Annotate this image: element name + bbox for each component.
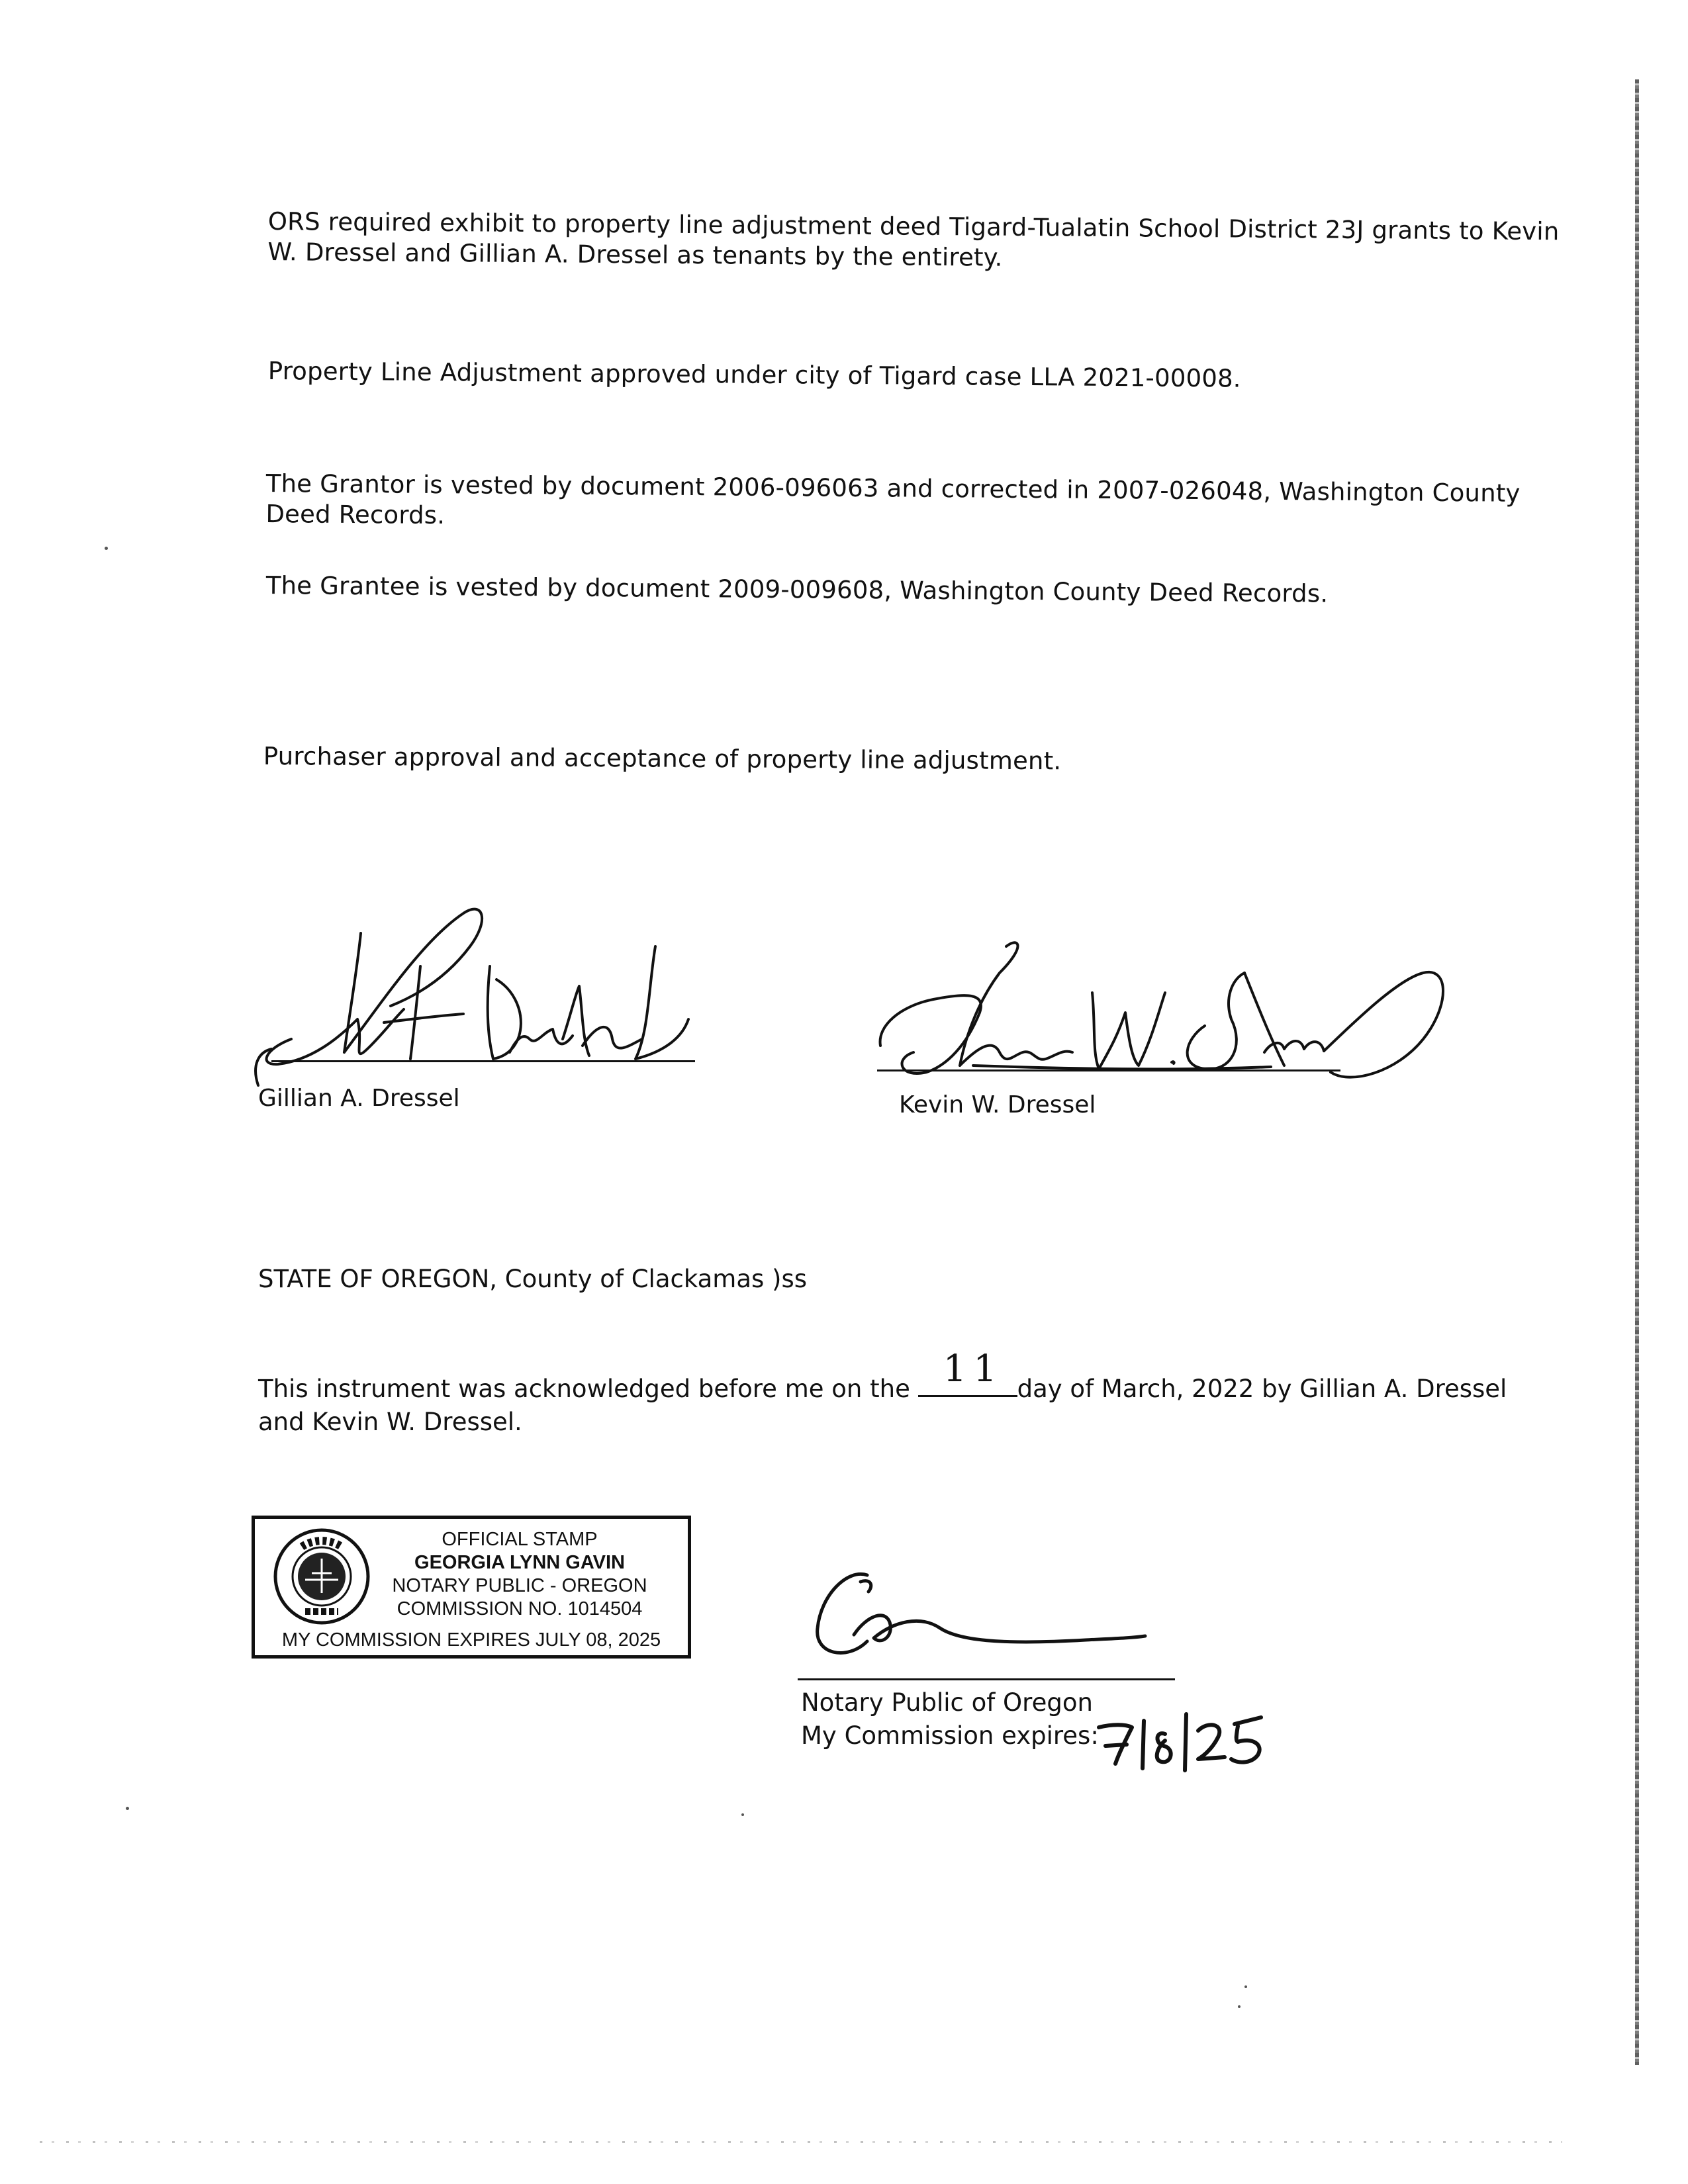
day-blank <box>918 1347 1017 1397</box>
stamp-title: OFFICIAL STAMP <box>442 1529 598 1550</box>
stamp-notary-name: GEORGIA LYNN GAVIN <box>414 1552 625 1573</box>
left-signer-name: Gillian A. Dressel <box>258 1085 460 1112</box>
venue-line: STATE OF OREGON, County of Clackamas )ss <box>258 1265 808 1293</box>
stamp-text-block <box>367 1528 672 1621</box>
scan-edge-artifact <box>1635 79 1639 2065</box>
scan-speck <box>741 1813 744 1816</box>
grantor-paragraph <box>265 469 1521 539</box>
kevin-signature <box>874 933 1456 1105</box>
scan-speck <box>1238 2005 1241 2008</box>
scan-speck <box>1244 1985 1247 1988</box>
oregon-seal-icon <box>272 1527 371 1626</box>
notary-signature <box>808 1562 1152 1681</box>
handwritten-day: 11 <box>943 1347 1004 1390</box>
scan-speck <box>126 1807 129 1810</box>
right-signer-name: Kevin W. Dressel <box>899 1091 1096 1118</box>
handwritten-expiration-date <box>1092 1694 1291 1774</box>
right-signature-line <box>877 1069 1340 1071</box>
grantor-line-2: Deed Records. <box>265 499 445 530</box>
acknowledgment-line-2: and Kevin W. Dressel. <box>258 1408 522 1436</box>
exhibit-line-2: W. Dressel and Gillian A. Dressel as tenants by the entirety. <box>267 237 1003 272</box>
notary-signature-line <box>798 1678 1175 1680</box>
stamp-commission-number: COMMISSION NO. 1014504 <box>397 1598 643 1619</box>
left-signature-line <box>271 1060 695 1062</box>
acknowledgment-before: This instrument was acknowledged before me on the <box>258 1375 918 1403</box>
notary-stamp <box>252 1516 691 1659</box>
lla-paragraph: Property Line Adjustment approved under city of Tigard case LLA 2021-00008. <box>267 356 1241 393</box>
acknowledgment-after: day of March, 2022 by Gillian A. Dressel <box>1017 1375 1507 1403</box>
exhibit-paragraph <box>267 206 1559 277</box>
notary-title: Notary Public of Oregon <box>801 1688 1093 1717</box>
purchaser-approval-paragraph: Purchaser approval and acceptance of property line adjustment. <box>263 742 1062 776</box>
grantor-line-1: The Grantor is vested by document 2006-096063 and corrected in 2007-026048, Washington County <box>265 469 1521 508</box>
acknowledgment-paragraph <box>258 1347 1507 1439</box>
gillian-signature <box>252 887 728 1099</box>
stamp-expiration: MY COMMISSION EXPIRES JULY 08, 2025 <box>281 1629 661 1651</box>
grantee-paragraph: The Grantee is vested by document 2009-009608, Washington County Deed Records. <box>265 570 1329 608</box>
scan-noise <box>40 2141 1562 2143</box>
exhibit-line-1: ORS required exhibit to property line adjustment deed Tigard-Tualatin School District 23J grants to Kevin <box>267 206 1560 246</box>
acknowledgment-line-1 <box>258 1347 1507 1406</box>
notary-expires-line <box>801 1721 1099 1751</box>
scan-speck <box>105 547 108 550</box>
stamp-notary-state: NOTARY PUBLIC - OREGON <box>392 1575 647 1596</box>
notary-expires-label: My Commission expires: <box>801 1721 1099 1750</box>
